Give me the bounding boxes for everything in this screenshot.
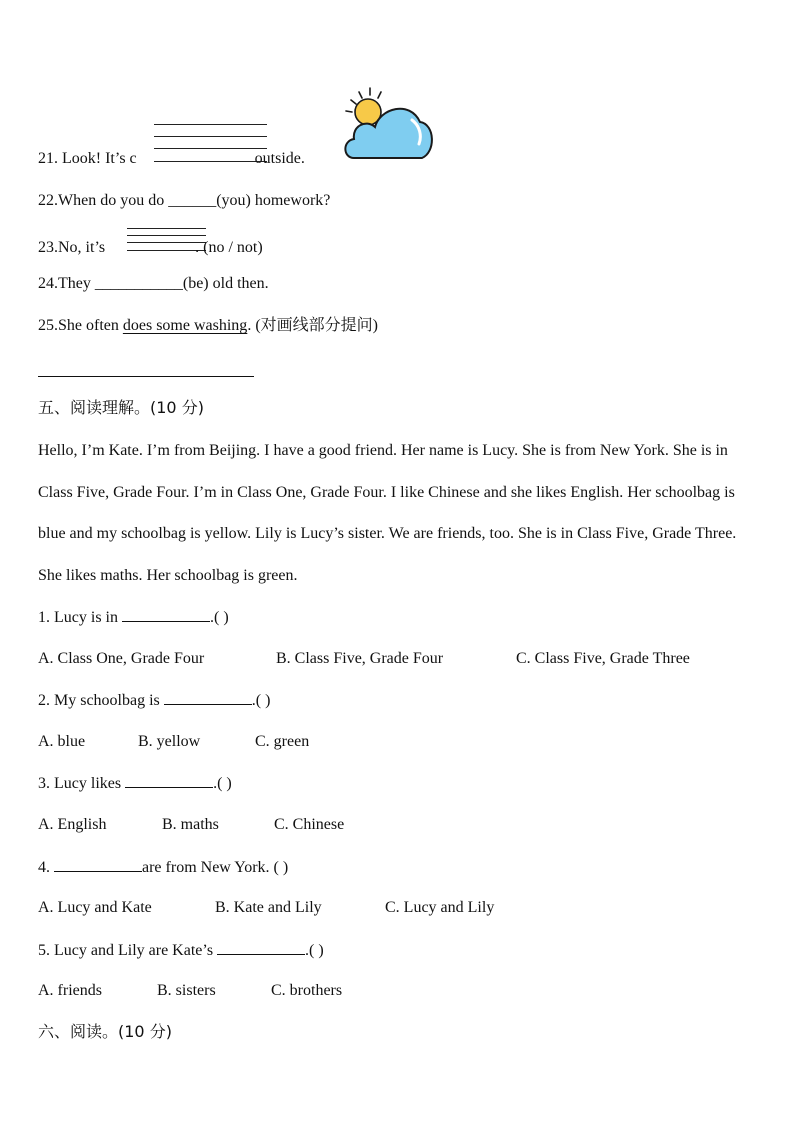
q22-blank[interactable]: ______ <box>168 192 217 209</box>
mcq-5-paren: .( ) <box>305 942 324 959</box>
mcq-2-option-a[interactable]: A. blue <box>38 733 86 750</box>
question-21 <box>38 149 305 169</box>
mcq-4-stem <box>38 857 288 878</box>
q25-suffix: . (对画线部分提问) <box>247 317 378 334</box>
mcq-1-paren: .( ) <box>210 609 229 626</box>
q23-prefix: 23.No, it’s <box>38 239 106 256</box>
q24-suffix: (be) old then. <box>182 275 269 292</box>
section-5-title: 五、阅读理解。(10 分) <box>38 398 204 417</box>
q24-blank[interactable]: ___________ <box>94 275 183 292</box>
mcq-3-stem-text: 3. Lucy likes <box>38 775 122 792</box>
mcq-3-option-b[interactable]: B. maths <box>162 816 219 833</box>
mcq-2-paren: .( ) <box>251 692 271 709</box>
q25-prefix: 25.She often <box>38 317 119 334</box>
q23-suffix: . (no / not) <box>195 239 263 256</box>
mcq-3-blank[interactable] <box>125 773 213 788</box>
mcq-5-blank[interactable] <box>217 940 305 955</box>
cloud-sun-icon <box>340 86 434 164</box>
mcq-4-blank[interactable] <box>54 857 142 872</box>
mcq-4-paren: are from New York. ( ) <box>142 859 289 876</box>
reading-passage: Hello, I’m Kate. I’m from Beijing. I have a good friend. Her name is Lucy. She is from New York. She is in Class Five, Grade Four. I’m in Class One, Grade Four. I like Chinese and she likes English. Her schoolbag is blue and my schoolbag is yellow. Lily is Lucy’s sister. We are friends, too. She is in Class Five, Grade Three. She likes maths. Her schoolbag is green. <box>38 442 737 584</box>
q22-prefix: 22.When do you do <box>38 192 165 209</box>
q22-suffix: (you) homework? <box>216 192 331 209</box>
q21-suffix: outside. <box>254 150 305 167</box>
section-6-title: 六、阅读。(10 分) <box>38 1022 172 1041</box>
question-24 <box>38 274 269 294</box>
mcq-1-option-c[interactable]: C. Class Five, Grade Three <box>516 650 690 667</box>
mcq-1-stem-text: 1. Lucy is in <box>38 609 118 626</box>
q24-prefix: 24.They <box>38 275 91 292</box>
mcq-2-option-b[interactable]: B. yellow <box>138 733 201 750</box>
mcq-2-stem <box>38 690 270 711</box>
mcq-2-option-c[interactable]: C. green <box>255 733 310 750</box>
mcq-4-option-a[interactable]: A. Lucy and Kate <box>38 899 152 916</box>
mcq-2-stem-text: 2. My schoolbag is <box>38 692 160 709</box>
question-25 <box>38 316 378 336</box>
mcq-3-paren: .( ) <box>213 775 232 792</box>
mcq-1-option-a[interactable]: A. Class One, Grade Four <box>38 650 205 667</box>
mcq-1-option-b[interactable]: B. Class Five, Grade Four <box>276 650 444 667</box>
q25-underlined: does some washing <box>122 317 248 334</box>
mcq-4-option-c[interactable]: C. Lucy and Lily <box>385 899 495 916</box>
mcq-2-blank[interactable] <box>164 690 252 705</box>
mcq-5-option-a[interactable]: A. friends <box>38 982 102 999</box>
mcq-1-blank[interactable] <box>122 607 210 622</box>
question-22 <box>38 191 330 211</box>
mcq-5-stem-text: 5. Lucy and Lily are Kate’s <box>38 942 214 959</box>
mcq-3-option-a[interactable]: A. English <box>38 816 107 833</box>
q21-prefix: 21. Look! It’s c <box>38 150 137 167</box>
mcq-5-stem <box>38 940 324 961</box>
mcq-5-option-c[interactable]: C. brothers <box>271 982 343 999</box>
question-23 <box>38 238 263 258</box>
mcq-1-stem <box>38 607 229 628</box>
mcq-5-option-b[interactable]: B. sisters <box>157 982 216 999</box>
q25-answer-line[interactable] <box>38 376 254 377</box>
mcq-3-option-c[interactable]: C. Chinese <box>274 816 345 833</box>
mcq-4-stem-text: 4. <box>38 859 50 876</box>
mcq-4-option-b[interactable]: B. Kate and Lily <box>215 899 322 916</box>
mcq-3-stem <box>38 773 232 794</box>
